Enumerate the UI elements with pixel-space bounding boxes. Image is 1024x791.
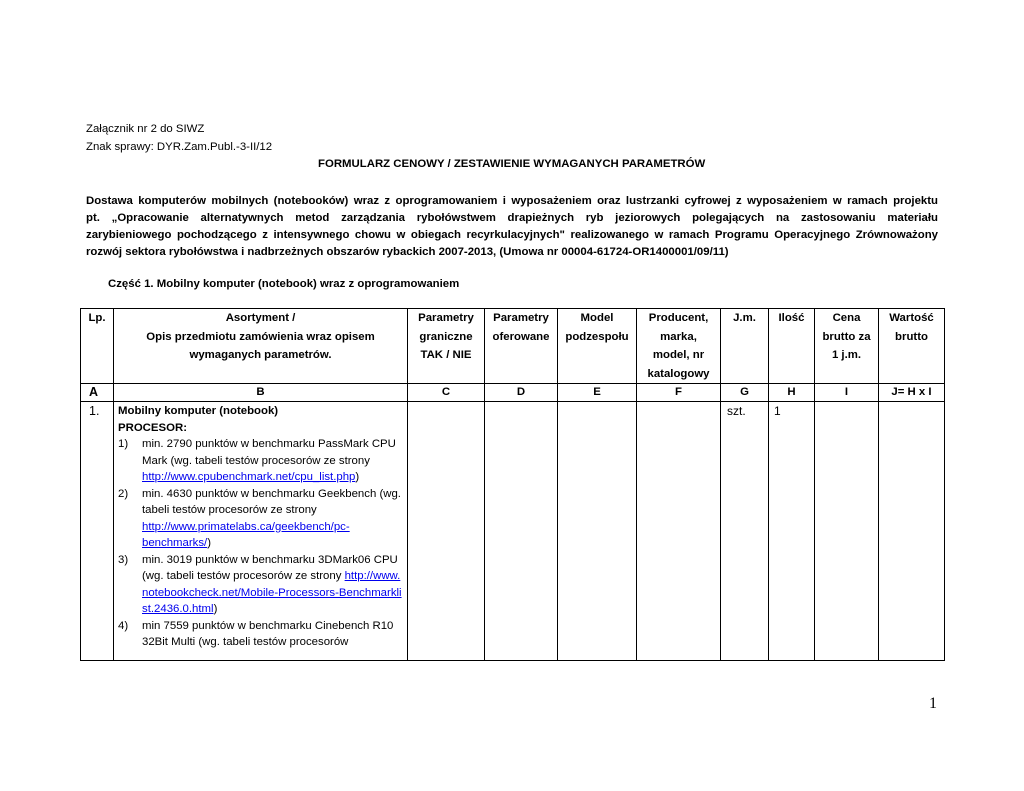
- case-number: Znak sprawy: DYR.Zam.Publ.-3-II/12: [86, 141, 273, 153]
- benchmark-link[interactable]: http://www.cpubenchmark.net/cpu_list.php: [142, 471, 356, 483]
- header-model: Model podzespołu: [558, 309, 637, 384]
- column-label: B: [114, 384, 408, 402]
- column-label: E: [558, 384, 637, 402]
- list-item: 1) min. 2790 punktów w benchmarku PassMark CPU Mark (wg. tabeli testów procesorów ze strony http://www.cpubenchmark.net/cpu_list.php): [118, 438, 396, 483]
- header-parametry-graniczne: Parametry graniczne TAK / NIE: [408, 309, 485, 384]
- column-label: I: [815, 384, 879, 402]
- column-label: F: [637, 384, 721, 402]
- intro-line-1: Dostawa komputerów mobilnych (notebooków) wraz z oprogramowaniem i wyposażeniem oraz lustrzanki cyfrowej z wyposażeniem w ramach projektu: [86, 195, 938, 207]
- table-header-row: [81, 309, 945, 384]
- column-label-row: [81, 384, 945, 402]
- list-item: 3) min. 3019 punktów w benchmarku 3DMark06 CPU (wg. tabeli testów procesorów ze strony http://www.notebookcheck.net/Mobile-Processors-Benchmarklist.2436.0.html): [118, 553, 402, 615]
- list-item: 2) min. 4630 punktów w benchmarku Geekbench (wg. tabeli testów procesorów ze strony http://www.primatelabs.ca/geekbench/pc-benchmarks/): [118, 487, 401, 549]
- benchmark-link[interactable]: http://www.primatelabs.ca/geekbench/pc-benchmarks/: [142, 520, 350, 549]
- row-description: [114, 402, 408, 661]
- item-title: Mobilny komputer (notebook): [118, 405, 279, 417]
- column-label: A: [81, 384, 114, 402]
- column-label: H: [769, 384, 815, 402]
- intro-line-2: pt. „Opracowanie alternatywnych metod zarządzania rybołówstwem drapieżnych ryb jeziorowych polegających na zastosowaniu materiału: [86, 212, 938, 224]
- cell-ilosc: 1: [769, 402, 815, 661]
- header-ilosc: Ilość: [769, 309, 815, 384]
- table-row: [81, 402, 945, 661]
- row-lp: 1.: [81, 402, 114, 661]
- header-lp: Lp.: [81, 309, 114, 384]
- cell-wartosc[interactable]: [879, 402, 945, 661]
- cell-jm: szt.: [721, 402, 769, 661]
- header-wartosc: Wartość brutto: [879, 309, 945, 384]
- header-jm: J.m.: [721, 309, 769, 384]
- header-producent: Producent, marka, model, nr katalogowy: [637, 309, 721, 384]
- cell-parametry-graniczne[interactable]: [408, 402, 485, 661]
- list-item: 4) min 7559 punktów w benchmarku Cinebench R10 32Bit Multi (wg. tabeli testów procesorów: [118, 619, 394, 648]
- cell-model[interactable]: [558, 402, 637, 661]
- cell-producent[interactable]: [637, 402, 721, 661]
- column-label: J= H x I: [879, 384, 945, 402]
- intro-line-3: zarybieniowego pochodzącego z intensywnego chowu w obiegach recyrkulacyjnych" realizowanego w ramach Programu Operacyjnego Zrównoważony: [86, 229, 938, 241]
- form-title: FORMULARZ CENOWY / ZESTAWIENIE WYMAGANYCH PARAMETRÓW: [318, 158, 706, 170]
- section-title: Część 1. Mobilny komputer (notebook) wraz z oprogramowaniem: [108, 278, 460, 290]
- intro-line-4: rozwój sektora rybołówstwa i nadbrzeżnych obszarów rybackich 2007-2013, (Umowa nr 00004-61724-OR1400001/09/11): [86, 246, 729, 258]
- benchmark-link[interactable]: http://www.notebookcheck.net/Mobile-Processors-Benchmarklist.2436.0.html: [142, 570, 402, 615]
- header-parametry-oferowane: Parametry oferowane: [485, 309, 558, 384]
- column-label: C: [408, 384, 485, 402]
- price-form-table: [80, 308, 945, 661]
- header-asortyment: Asortyment / Opis przedmiotu zamówienia wraz opisem wymaganych parametrów.: [114, 309, 408, 384]
- cell-cena[interactable]: [815, 402, 879, 661]
- column-label: D: [485, 384, 558, 402]
- page-number: 1: [929, 695, 937, 712]
- header-cena: Cena brutto za 1 j.m.: [815, 309, 879, 384]
- column-label: G: [721, 384, 769, 402]
- annex-label: Załącznik nr 2 do SIWZ: [86, 123, 205, 135]
- cell-parametry-oferowane[interactable]: [485, 402, 558, 661]
- section-processor: PROCESOR:: [118, 421, 187, 434]
